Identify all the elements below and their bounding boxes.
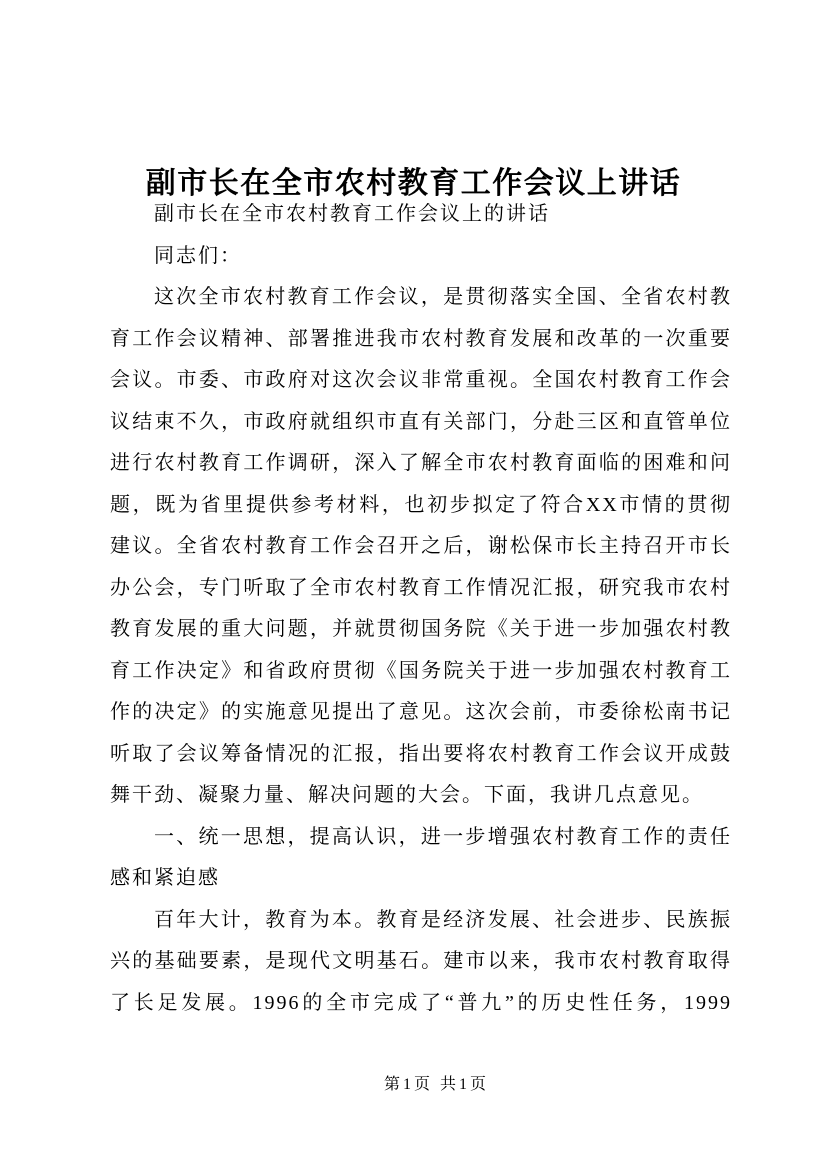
text-line: 会议。市委、市政府对这次会议非常重视。全国农村教育工作会 (110, 369, 732, 391)
salutation (110, 236, 732, 278)
text-line: 题，既为省里提供参考材料，也初步拟定了符合XX市情的贯彻 (110, 493, 732, 516)
text-line: 副市长在全市农村教育工作会议上的讲话 (154, 203, 550, 225)
text-line: 舞干劲、凝聚力量、解决问题的大会。下面，我讲几点意见。 (110, 784, 704, 806)
text-line: 育工作决定》和省政府贯彻《国务院关于进一步加强农村教育工 (110, 659, 732, 682)
text-line: 了长足发展。1996的全市完成了“普九”的历史性任务，1999 (110, 991, 732, 1014)
text-line: 感和紧迫感 (110, 867, 220, 889)
text-line: 百年大计，教育为本。教育是经济发展、社会进步、民族振 (154, 908, 732, 931)
text-line: 同志们： (154, 244, 242, 267)
text-line: 教育发展的重大问题，并就贯彻国务院《关于进一步加强农村教 (110, 618, 732, 640)
paragraph-1 (110, 277, 732, 817)
text-line: 办公会，专门听取了全市农村教育工作情况汇报，研究我市农村 (110, 576, 732, 599)
text-line: 这次全市农村教育工作会议，是贯彻落实全国、全省农村教 (154, 286, 732, 308)
heading-1 (110, 817, 732, 900)
document-title: 副市长在全市农村教育工作会议上讲话 (145, 167, 682, 201)
text-line: 兴的基础要素，是现代文明基石。建市以来，我市农村教育取得 (110, 950, 732, 972)
text-line: 一、统一思想，提高认识，进一步增强农村教育工作的责任 (154, 825, 732, 848)
text-line: 进行农村教育工作调研，深入了解全市农村教育面临的困难和问 (110, 452, 732, 474)
text-line: 作的决定》的实施意见提出了意见。这次会前，市委徐松南书记 (110, 701, 732, 723)
text-line: 育工作会议精神、部署推进我市农村教育发展和改革的一次重要 (110, 327, 732, 350)
page-number-indicator: 第1页 共1页 (383, 1076, 489, 1093)
document-body (110, 194, 732, 1024)
text-line: 听取了会议筹备情况的汇报，指出要将农村教育工作会议开成鼓 (110, 742, 732, 765)
paragraph-2 (110, 900, 732, 1025)
subtitle (110, 194, 732, 236)
text-line: 建议。全省农村教育工作会召开之后，谢松保市长主持召开市长 (110, 535, 732, 557)
text-line: 议结束不久，市政府就组织市直有关部门，分赴三区和直管单位 (110, 410, 732, 433)
